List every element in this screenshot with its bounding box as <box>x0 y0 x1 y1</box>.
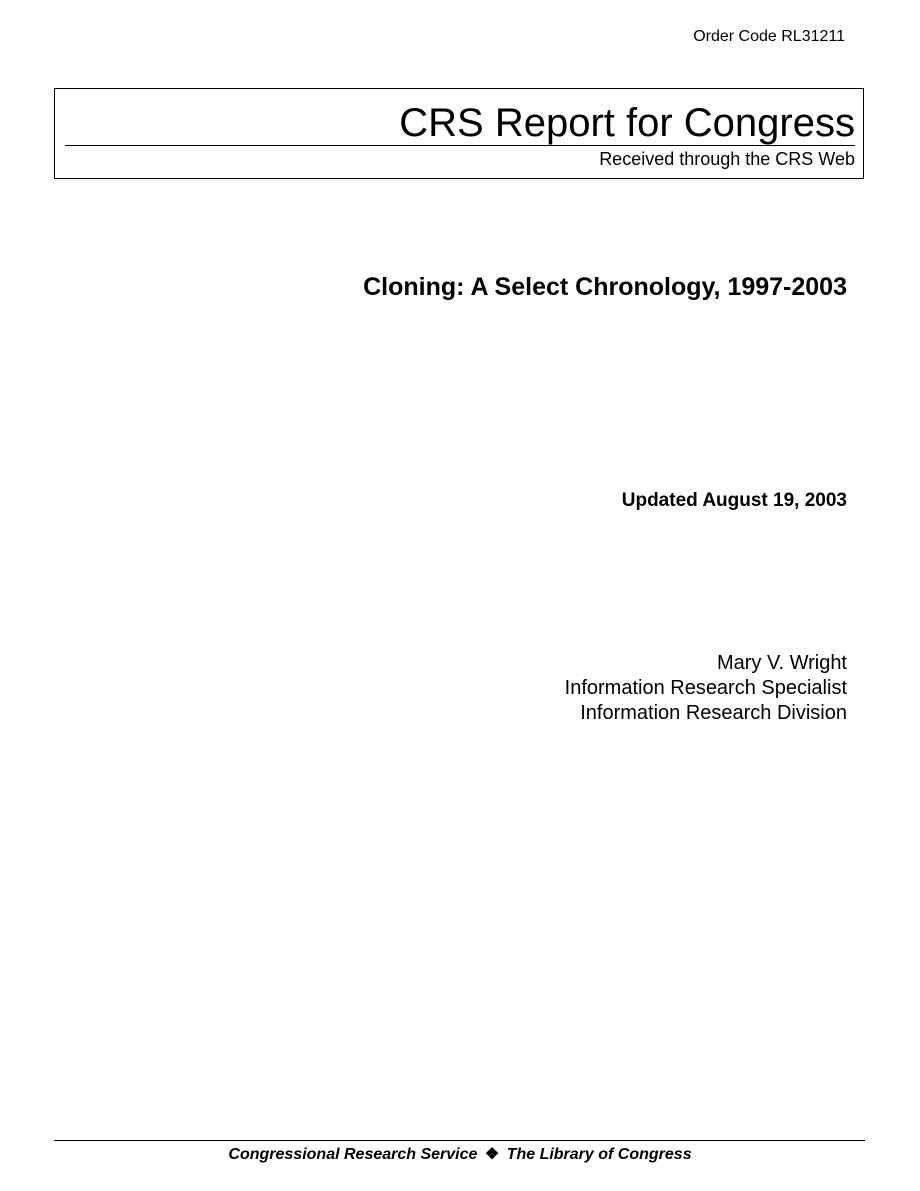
author-division: Information Research Division <box>580 702 847 724</box>
report-header-subtitle: Received through the CRS Web <box>599 149 855 169</box>
footer-separator-icon: ❖ <box>484 1146 500 1163</box>
author-position: Information Research Specialist <box>564 677 847 699</box>
order-code: Order Code RL31211 <box>693 28 845 45</box>
report-header-title: CRS Report for Congress <box>399 101 855 145</box>
footer <box>0 1144 920 1164</box>
updated-date: Updated August 19, 2003 <box>621 490 847 511</box>
report-header-box <box>54 88 864 179</box>
document-title: Cloning: A Select Chronology, 1997-2003 <box>363 273 847 301</box>
header-divider <box>65 145 855 146</box>
author-name: Mary V. Wright <box>716 652 847 674</box>
footer-org: Congressional Research Service <box>228 1146 478 1163</box>
footer-divider <box>54 1140 865 1141</box>
footer-library: The Library of Congress <box>506 1146 692 1163</box>
author-block <box>565 651 847 726</box>
